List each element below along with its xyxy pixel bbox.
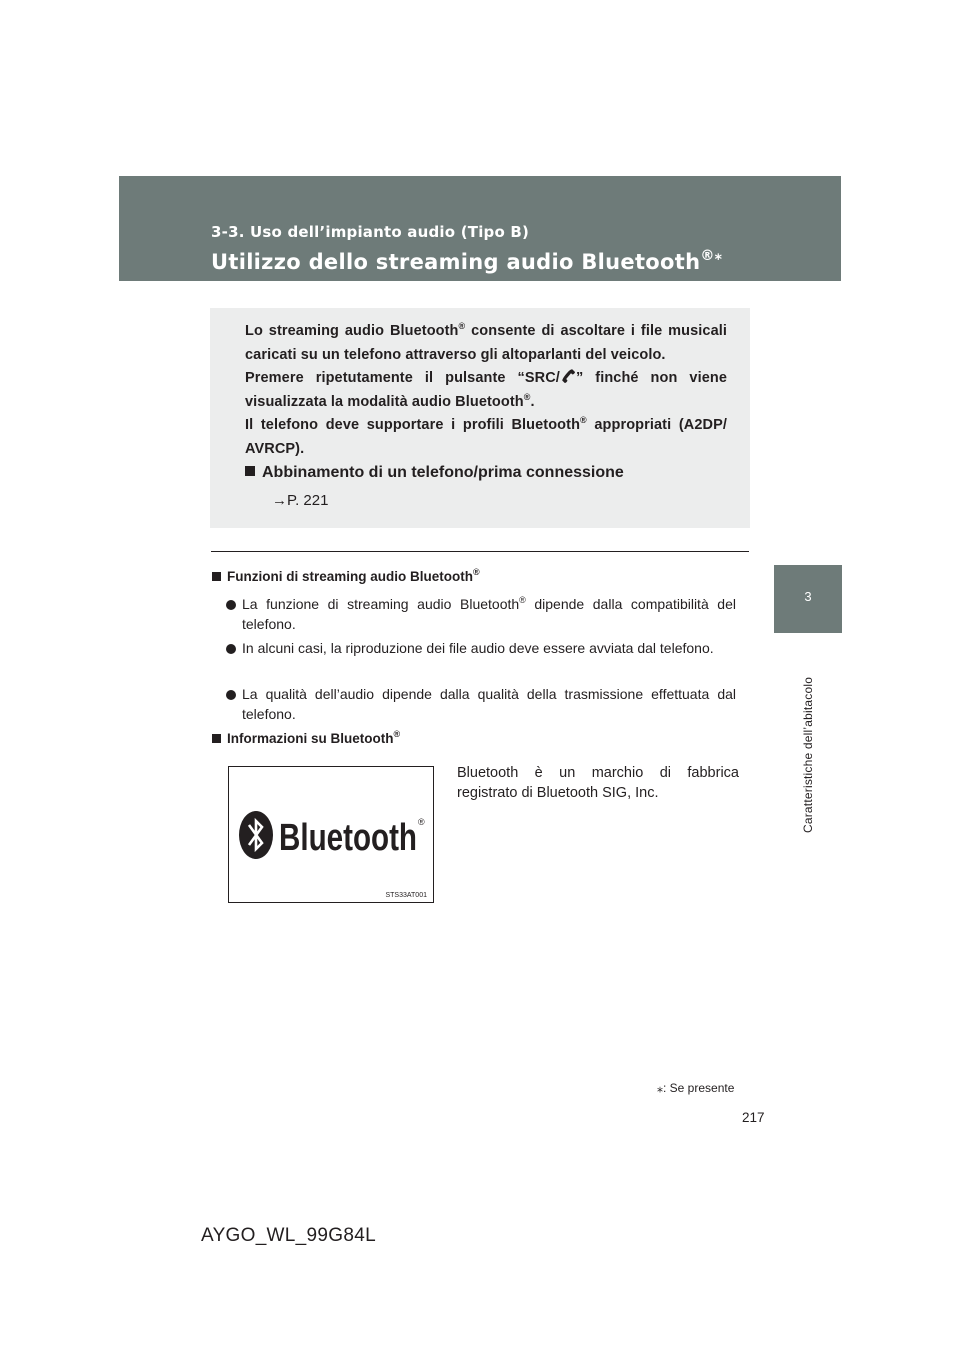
intro-p2-b: ” finché non viene visualizzata la modalità audio Bluetooth	[245, 370, 727, 410]
list-item-text: In alcuni casi, la riproduzione dei file audio deve essere avviata dal telefono.	[242, 640, 714, 656]
registered-mark: ®	[519, 595, 526, 605]
page-number: 217	[742, 1110, 765, 1125]
asterisk-icon: ⁎	[657, 1081, 663, 1095]
intro-p2-c: .	[530, 393, 535, 410]
section-label: 3-3. Uso dell’impianto audio (Tipo B)	[211, 223, 530, 241]
list-item	[226, 595, 736, 634]
intro-paragraph-1	[245, 320, 727, 367]
info-heading	[212, 731, 400, 746]
intro-text	[245, 320, 727, 461]
phone-icon	[560, 368, 576, 384]
bullet1-b: dipende dalla compatibilità del telefono.	[242, 596, 736, 632]
document-code: AYGO_WL_99G84L	[201, 1225, 376, 1246]
header-band	[119, 176, 841, 281]
page-reference-link[interactable]: →P. 221	[272, 492, 329, 509]
intro-p3-a: Il telefono deve supportare i profili Bluetooth	[245, 417, 581, 433]
chapter-tab-number: 3	[774, 565, 842, 633]
bluetooth-logo	[229, 767, 433, 902]
logo-registered-mark: ®	[418, 817, 425, 827]
list-item-text: La qualità dell’audio dipende dalla qualità della trasmissione effettuata dal telefono.	[242, 686, 736, 722]
intro-p2-a: Premere ripetutamente il pulsante “SRC/	[245, 370, 560, 386]
list-item-text	[242, 595, 736, 634]
registered-mark: ®	[393, 729, 401, 739]
pairing-subheading	[245, 464, 624, 482]
bullet-dot-icon	[226, 600, 236, 610]
list-item	[226, 639, 736, 659]
bluetooth-wordmark: Bluetooth	[279, 817, 417, 859]
trademark-description: Bluetooth è un marchio di fabbrica registrato di Bluetooth SIG, Inc.	[457, 765, 739, 801]
footnote	[657, 1081, 734, 1095]
bullet1-a: La funzione di streaming audio Bluetooth	[242, 596, 520, 612]
divider	[211, 551, 749, 552]
footnote-text: : Se presente	[663, 1081, 735, 1095]
intro-paragraph-3	[245, 414, 727, 461]
registered-mark: ®	[473, 567, 480, 577]
intro-paragraph-2	[245, 367, 727, 414]
pairing-subheading-text: Abbinamento di un telefono/prima connessione	[262, 464, 624, 481]
title-superscript: ®⁎	[700, 248, 723, 264]
bullet-dot-icon	[226, 644, 236, 654]
functions-heading-text: Funzioni di streaming audio Bluetooth	[227, 569, 473, 584]
page-title-text: Utilizzo dello streaming audio Bluetooth	[211, 250, 701, 274]
functions-heading	[212, 569, 480, 584]
registered-mark: ®	[580, 415, 587, 425]
intro-p1-b: consente di ascoltare i file musicali caricati su un telefono attraverso gli altoparlanti del veicolo.	[245, 323, 727, 363]
chapter-tab-title	[774, 633, 842, 833]
square-bullet-icon	[212, 572, 221, 581]
intro-p3-b: appropriati (A2DP/ AVRCP).	[245, 417, 727, 457]
intro-p1-a: Lo streaming audio Bluetooth	[245, 323, 459, 339]
square-bullet-icon	[245, 466, 255, 476]
bluetooth-logo-figure	[228, 766, 434, 903]
info-heading-text: Informazioni su Bluetooth	[227, 731, 394, 746]
registered-mark: ®	[523, 391, 531, 402]
page-title	[211, 248, 722, 274]
chapter-tab-title-text: Caratteristiche dell’abitacolo	[801, 676, 815, 833]
figure-code: STS33AT001	[385, 892, 427, 899]
bullet-dot-icon	[226, 690, 236, 700]
intro-box	[210, 308, 750, 528]
square-bullet-icon	[212, 734, 221, 743]
list-item	[226, 685, 736, 724]
registered-mark: ®	[458, 321, 466, 331]
